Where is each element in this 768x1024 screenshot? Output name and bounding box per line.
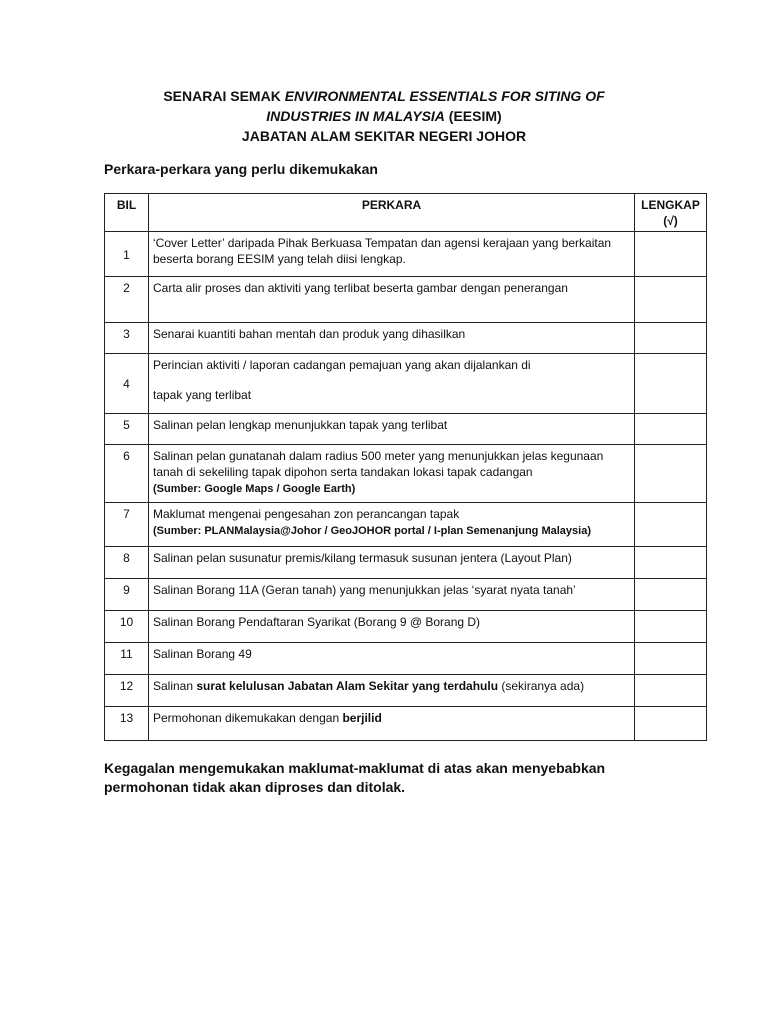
row-number: 3 (105, 323, 149, 354)
row-number: 7 (105, 503, 149, 547)
row-number: 4 (105, 354, 149, 414)
header-bil: BIL (105, 194, 149, 232)
row-source: (Sumber: Google Maps / Google Earth) (153, 483, 356, 495)
intro-heading: Perkara-perkara yang perlu dikemukakan (104, 161, 378, 177)
row-number: 11 (105, 643, 149, 675)
row-text: Salinan Borang Pendaftaran Syarikat (Borang 9 @ Borang D) (149, 611, 635, 643)
table-row (105, 277, 707, 323)
row-number: 6 (105, 445, 149, 503)
table-row (105, 643, 707, 675)
lengkap-checkbox-cell[interactable] (635, 707, 707, 741)
title-line-2: INDUSTRIES IN MALAYSIA (EESIM) (266, 108, 502, 124)
footer-warning: Kegagalan mengemukakan maklumat-maklumat di atas akan menyebabkan permohonan tidak akan diproses dan ditolak. (104, 760, 606, 795)
row-text: Maklumat mengenai pengesahan zon perancangan tapak (Sumber: PLANMalaysia@Johor / GeoJOHOR portal / I-plan Semenanjung Malaysia) (149, 503, 635, 547)
row-number: 12 (105, 675, 149, 707)
lengkap-checkbox-cell[interactable] (635, 445, 707, 503)
title-line-1: SENARAI SEMAK ENVIRONMENTAL ESSENTIALS FOR SITING OF (163, 88, 605, 104)
row-text: Salinan pelan susunatur premis/kilang termasuk susunan jentera (Layout Plan) (149, 547, 635, 579)
row-number: 1 (105, 232, 149, 277)
row-number: 9 (105, 579, 149, 611)
table-row (105, 323, 707, 354)
row-number: 8 (105, 547, 149, 579)
row-text: Salinan pelan lengkap menunjukkan tapak yang terlibat (149, 414, 635, 445)
table-row (105, 354, 707, 414)
row-source: (Sumber: PLANMalaysia@Johor / GeoJOHOR portal / I-plan Semenanjung Malaysia) (153, 525, 591, 537)
lengkap-checkbox-cell[interactable] (635, 354, 707, 414)
table-row (105, 414, 707, 445)
row-text: Carta alir proses dan aktiviti yang terlibat beserta gambar dengan penerangan (149, 277, 635, 323)
lengkap-checkbox-cell[interactable] (635, 547, 707, 579)
table-row (105, 503, 707, 547)
row-text: Salinan surat kelulusan Jabatan Alam Sekitar yang terdahulu (sekiranya ada) (149, 675, 635, 707)
lengkap-checkbox-cell[interactable] (635, 323, 707, 354)
row-number: 13 (105, 707, 149, 741)
document-title (0, 86, 768, 146)
row-text: Salinan Borang 11A (Geran tanah) yang menunjukkan jelas ‘syarat nyata tanah’ (149, 579, 635, 611)
checklist-table (104, 193, 707, 741)
lengkap-checkbox-cell[interactable] (635, 579, 707, 611)
title-line-3: JABATAN ALAM SEKITAR NEGERI JOHOR (241, 128, 527, 144)
lengkap-checkbox-cell[interactable] (635, 414, 707, 445)
header-lengkap: LENGKAP (√) (635, 194, 707, 232)
table-row (105, 707, 707, 741)
table-row (105, 547, 707, 579)
lengkap-checkbox-cell[interactable] (635, 675, 707, 707)
table-row (105, 445, 707, 503)
lengkap-checkbox-cell[interactable] (635, 643, 707, 675)
table-row (105, 611, 707, 643)
lengkap-checkbox-cell[interactable] (635, 232, 707, 277)
row-text: ‘Cover Letter’ daripada Pihak Berkuasa Tempatan dan agensi kerajaan yang berkaitan beserta borang EESIM yang telah diisi lengkap. (149, 232, 635, 277)
row-number: 10 (105, 611, 149, 643)
row-text: Salinan Borang 49 (149, 643, 635, 675)
row-number: 2 (105, 277, 149, 323)
row-text: Permohonan dikemukakan dengan berjilid (149, 707, 635, 741)
row-text: Senarai kuantiti bahan mentah dan produk yang dihasilkan (149, 323, 635, 354)
row-text: Salinan pelan gunatanah dalam radius 500 meter yang menunjukkan jelas kegunaan tanah di sekeliling tapak dipohon serta tandakan lokasi tapak cadangan (Sumber: Google Maps / Google Earth) (149, 445, 635, 503)
table-row (105, 232, 707, 277)
lengkap-checkbox-cell[interactable] (635, 611, 707, 643)
header-perkara: PERKARA (149, 194, 635, 232)
row-number: 5 (105, 414, 149, 445)
row-text: Perincian aktiviti / laporan cadangan pemajuan yang akan dijalankan di tapak yang terlibat (149, 354, 635, 414)
lengkap-checkbox-cell[interactable] (635, 277, 707, 323)
table-row (105, 579, 707, 611)
lengkap-checkbox-cell[interactable] (635, 503, 707, 547)
table-header-row (105, 194, 707, 232)
table-row (105, 675, 707, 707)
